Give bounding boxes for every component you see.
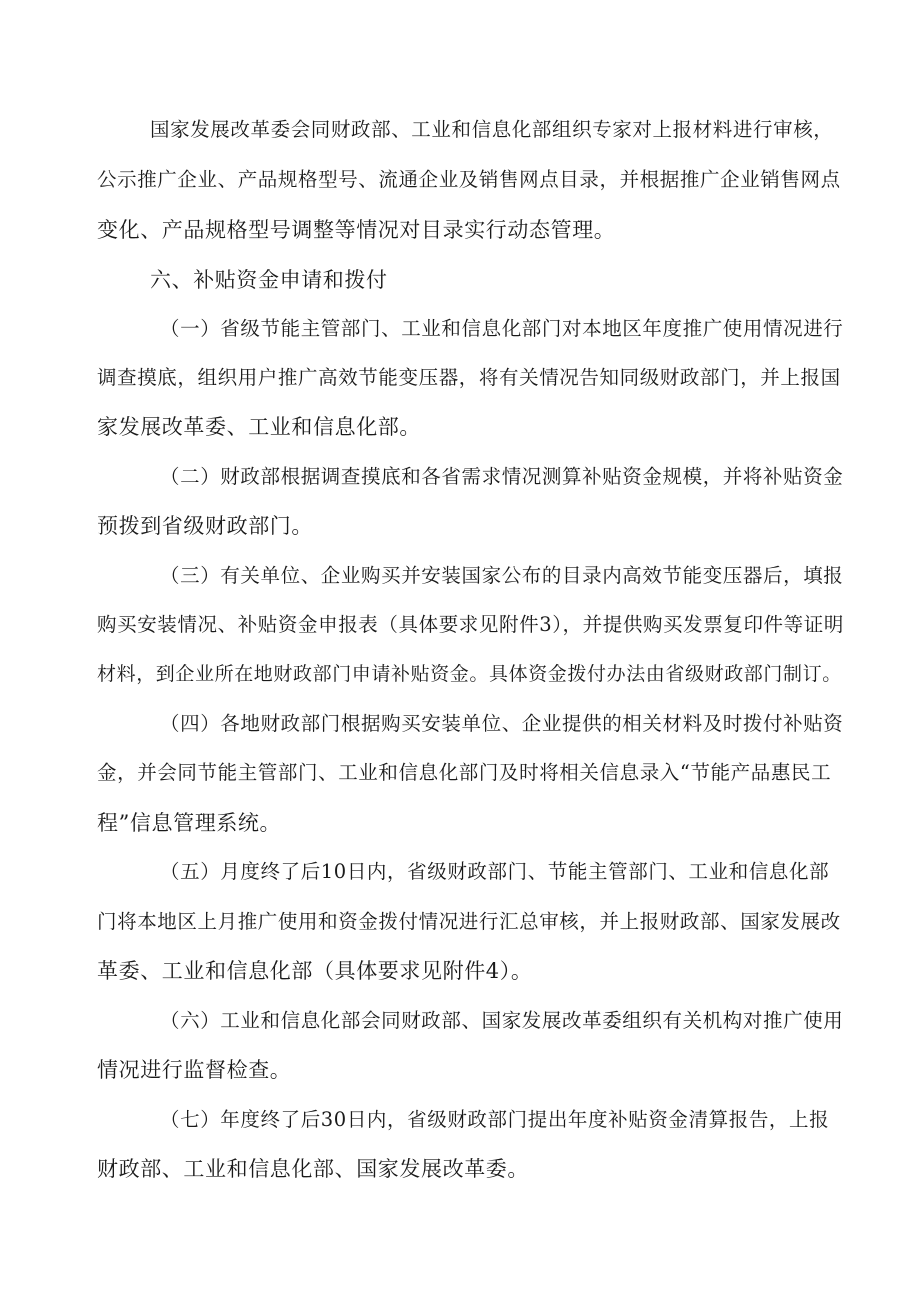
item-5-line-2: 门将本地区上月推广使用和资金拨付情况进行汇总审核，并上报财政部、国家发展改 xyxy=(97,910,841,933)
paragraph-1-line-3: 变化、产品规格型号调整等情况对目录实行动态管理。 xyxy=(97,218,616,242)
item-4-line-2: 金，并会同节能主管部门、工业和信息化部门及时将相关信息录入“节能产品惠民工 xyxy=(97,761,832,784)
item-1-line-1: （一）省级节能主管部门、工业和信息化部门对本地区年度推广使用情况进行 xyxy=(160,317,844,340)
item-1-line-3: 家发展改革委、工业和信息化部。 xyxy=(97,415,421,439)
item-6-line-1: （六）工业和信息化部会同财政部、国家发展改革委组织有关机构对推广使用 xyxy=(160,1009,844,1032)
item-2-line-1: （二）财政部根据调查摸底和各省需求情况测算补贴资金规模，并将补贴资金 xyxy=(160,465,844,488)
item-5-line-1: （五）月度终了后10日内，省级财政部门、节能主管部门、工业和信息化部 xyxy=(160,860,830,883)
item-3-line-1: （三）有关单位、企业购买并安装国家公布的目录内高效节能变压器后，填报 xyxy=(160,564,844,587)
paragraph-1-line-1: 国家发展改革委会同财政部、工业和信息化部组织专家对上报材料进行审核， xyxy=(150,118,834,141)
item-5-line-3: 革委、工业和信息化部（具体要求见附件4）。 xyxy=(97,959,533,983)
section-heading: 六、补贴资金申请和拨付 xyxy=(150,268,388,292)
item-2-line-2: 预拨到省级财政部门。 xyxy=(97,514,313,538)
item-4-line-3: 程”信息管理系统。 xyxy=(97,811,282,835)
item-3-line-2: 购买安装情况、补贴资金申报表（具体要求见附件3），并提供购买发票复印件等证明 xyxy=(97,613,844,636)
item-7-line-2: 财政部、工业和信息化部、国家发展改革委。 xyxy=(97,1157,529,1181)
item-7-line-1: （七）年度终了后30日内，省级财政部门提出年度补贴资金清算报告，上报 xyxy=(160,1108,830,1131)
item-4-line-1: （四）各地财政部门根据购买安装单位、企业提供的相关材料及时拨付补贴资 xyxy=(160,712,844,735)
item-3-line-3: 材料，到企业所在地财政部门申请补贴资金。具体资金拨付办法由省级财政部门制订。 xyxy=(97,663,842,685)
item-1-line-2: 调查摸底，组织用户推广高效节能变压器，将有关情况告知同级财政部门，并上报国 xyxy=(97,366,841,389)
paragraph-1-line-2: 公示推广企业、产品规格型号、流通企业及销售网点目录，并根据推广企业销售网点 xyxy=(97,168,841,191)
item-6-line-2: 情况进行监督检查。 xyxy=(97,1058,292,1082)
